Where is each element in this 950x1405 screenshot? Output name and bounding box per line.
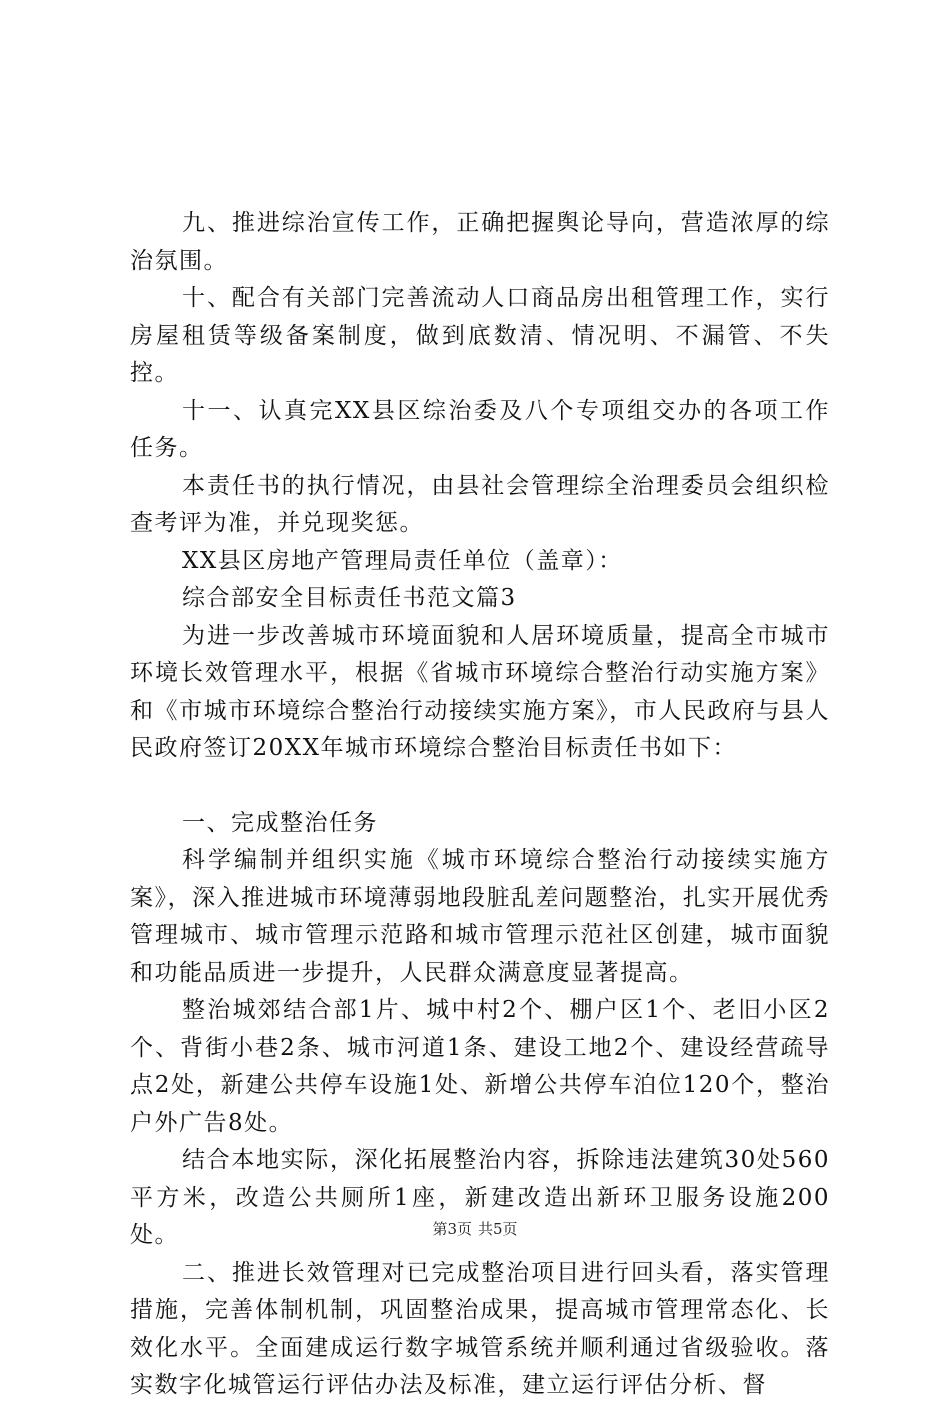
paragraph-item-11: 十一、认真完XX县区综治委及八个专项组交办的各项工作任务。 (130, 397, 830, 461)
paragraph-task-targets: 整治城郊结合部1片、城中村2个、棚户区1个、老旧小区2个、背街小巷2条、城市河道1条、建设工地2个、建设经营疏导点2处，新建公共停车设施1处、新增公共停车泊位120个，整治户外广告8处。 (130, 997, 830, 1136)
paragraph-intro: 为进一步改善城市环境面貌和人居环境质量，提高全市城市环境长效管理水平，根据《省城市环境综合整治行动实施方案》和《市城市环境综合整治行动接续实施方案》，市人民政府与县人民政府签订20XX年城市环境综合整治目标责任书如下： (130, 622, 830, 761)
responsible-unit-line: XX县区房地产管理局责任单位（盖章）： (182, 547, 623, 574)
paragraph-item-9: 九、推进综治宣传工作，正确把握舆论导向，营造浓厚的综治氛围。 (130, 210, 830, 274)
subheading-task: 一、完成整治任务 (182, 809, 378, 836)
page-footer (0, 1218, 950, 1239)
page-total: 共5页 (478, 1220, 518, 1238)
paragraph-execution: 本责任书的执行情况，由县社会管理综全治理委员会组织检查考评为准，并兑现奖惩。 (130, 472, 830, 536)
section-heading: 综合部安全目标责任书范文篇3 (182, 585, 517, 611)
paragraph-task-plan: 科学编制并组织实施《城市环境综合整治行动接续实施方案》，深入推进城市环境薄弱地段脏乱差问题整治，扎实开展优秀管理城市、城市管理示范路和城市管理示范社区创建，城市面貌和功能品质进一步提升，人民群众满意度显著提高。 (130, 847, 830, 986)
paragraph-long-term: 二、推进长效管理对已完成整治项目进行回头看，落实管理措施，完善体制机制，巩固整治成果，提高城市管理常态化、长效化水平。全面建成运行数字城管系统并顺利通过省级验收。落实数字化城管运行评估办法及标准，建立运行评估分析、督 (130, 1259, 830, 1398)
paragraph-item-10: 十、配合有关部门完善流动人口商品房出租管理工作，实行房屋租赁等级备案制度，做到底数清、情况明、不漏管、不失控。 (130, 285, 830, 386)
page-number: 第3页 (432, 1220, 472, 1238)
paragraph-task-extend: 结合本地实际，深化拓展整治内容，拆除违法建筑30处560平方米，改造公共厕所1座，新建改造出新环卫服务设施200处。 (130, 1147, 830, 1248)
